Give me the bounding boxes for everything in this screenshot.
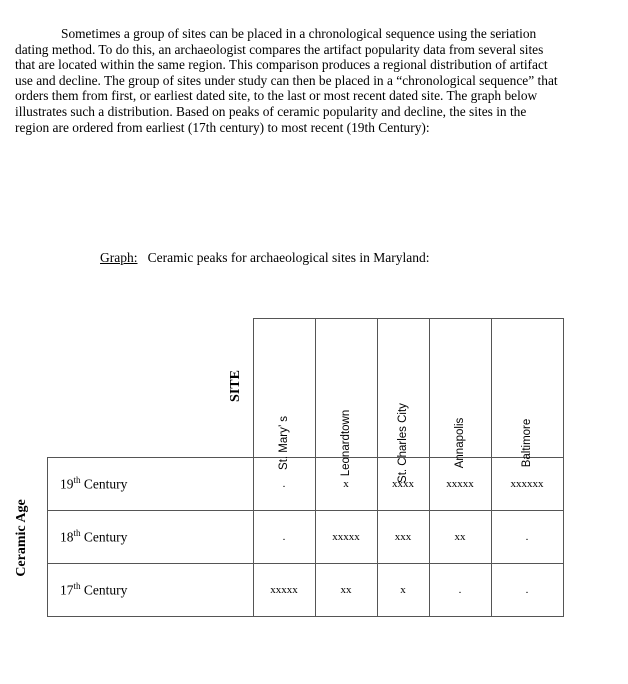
site-name: St. Mary’ s [278, 416, 290, 470]
site-name: St. Charles City [397, 403, 409, 483]
graph-caption-label: Graph: [100, 250, 138, 265]
site-header-baltimore [491, 319, 563, 468]
cell: x [377, 564, 429, 617]
cell: x [315, 458, 377, 511]
cell: . [491, 564, 563, 617]
cell: xxx [377, 511, 429, 564]
cell: . [491, 511, 563, 564]
cell: . [253, 458, 315, 511]
row-label-19th-century: 19th Century [48, 458, 254, 511]
site-header-row [48, 319, 564, 458]
graph-caption-text: Ceramic peaks for archaeological sites in Maryland: [147, 250, 430, 265]
cell: xxxxxx [491, 458, 563, 511]
cell: . [429, 564, 491, 617]
site-name: Annapolis [454, 417, 466, 469]
table-row [48, 511, 564, 564]
cell: xxxxx [253, 564, 315, 617]
cell: xxxxx [315, 511, 377, 564]
site-header-annapolis [429, 319, 491, 469]
cell: xx [429, 511, 491, 564]
ceramic-peaks-table [47, 318, 564, 617]
cell: xxxxx [429, 458, 491, 511]
site-header-st-charles-city [377, 319, 429, 483]
row-label-17th-century: 17th Century [48, 564, 254, 617]
graph-caption [100, 250, 430, 266]
site-name: Leonardtown [340, 409, 352, 477]
site-axis-label: SITE [228, 370, 243, 402]
row-label-18th-century: 18th Century [48, 511, 254, 564]
ceramic-age-label: Ceramic Age [14, 499, 29, 577]
table-row [48, 564, 564, 617]
table-row [48, 458, 564, 511]
cell: . [253, 511, 315, 564]
cell: xxxx [377, 458, 429, 511]
header-corner [48, 319, 254, 458]
site-name: Baltimore [521, 418, 533, 468]
intro-paragraph: Sometimes a group of sites can be placed in a chronological sequence using the seriation dating method. To do this, an archaeologist compares the artifact popularity data from several sites that are located within the same region. This comparison produces a regional distribution of artifact use and decline. The group of sites under study can then be placed in a “chronological sequence” that orders them from first, or earliest dated site, to the last or most recent dated site. The graph below illustrates such a distribution. Based on peaks of ceramic popularity and decline, the sites in the region are ordered from earliest (17th century) to most recent (19th Century): [15, 26, 558, 135]
cell: xx [315, 564, 377, 617]
site-header-st-marys [253, 319, 315, 470]
site-header-leonardtown [315, 319, 377, 477]
